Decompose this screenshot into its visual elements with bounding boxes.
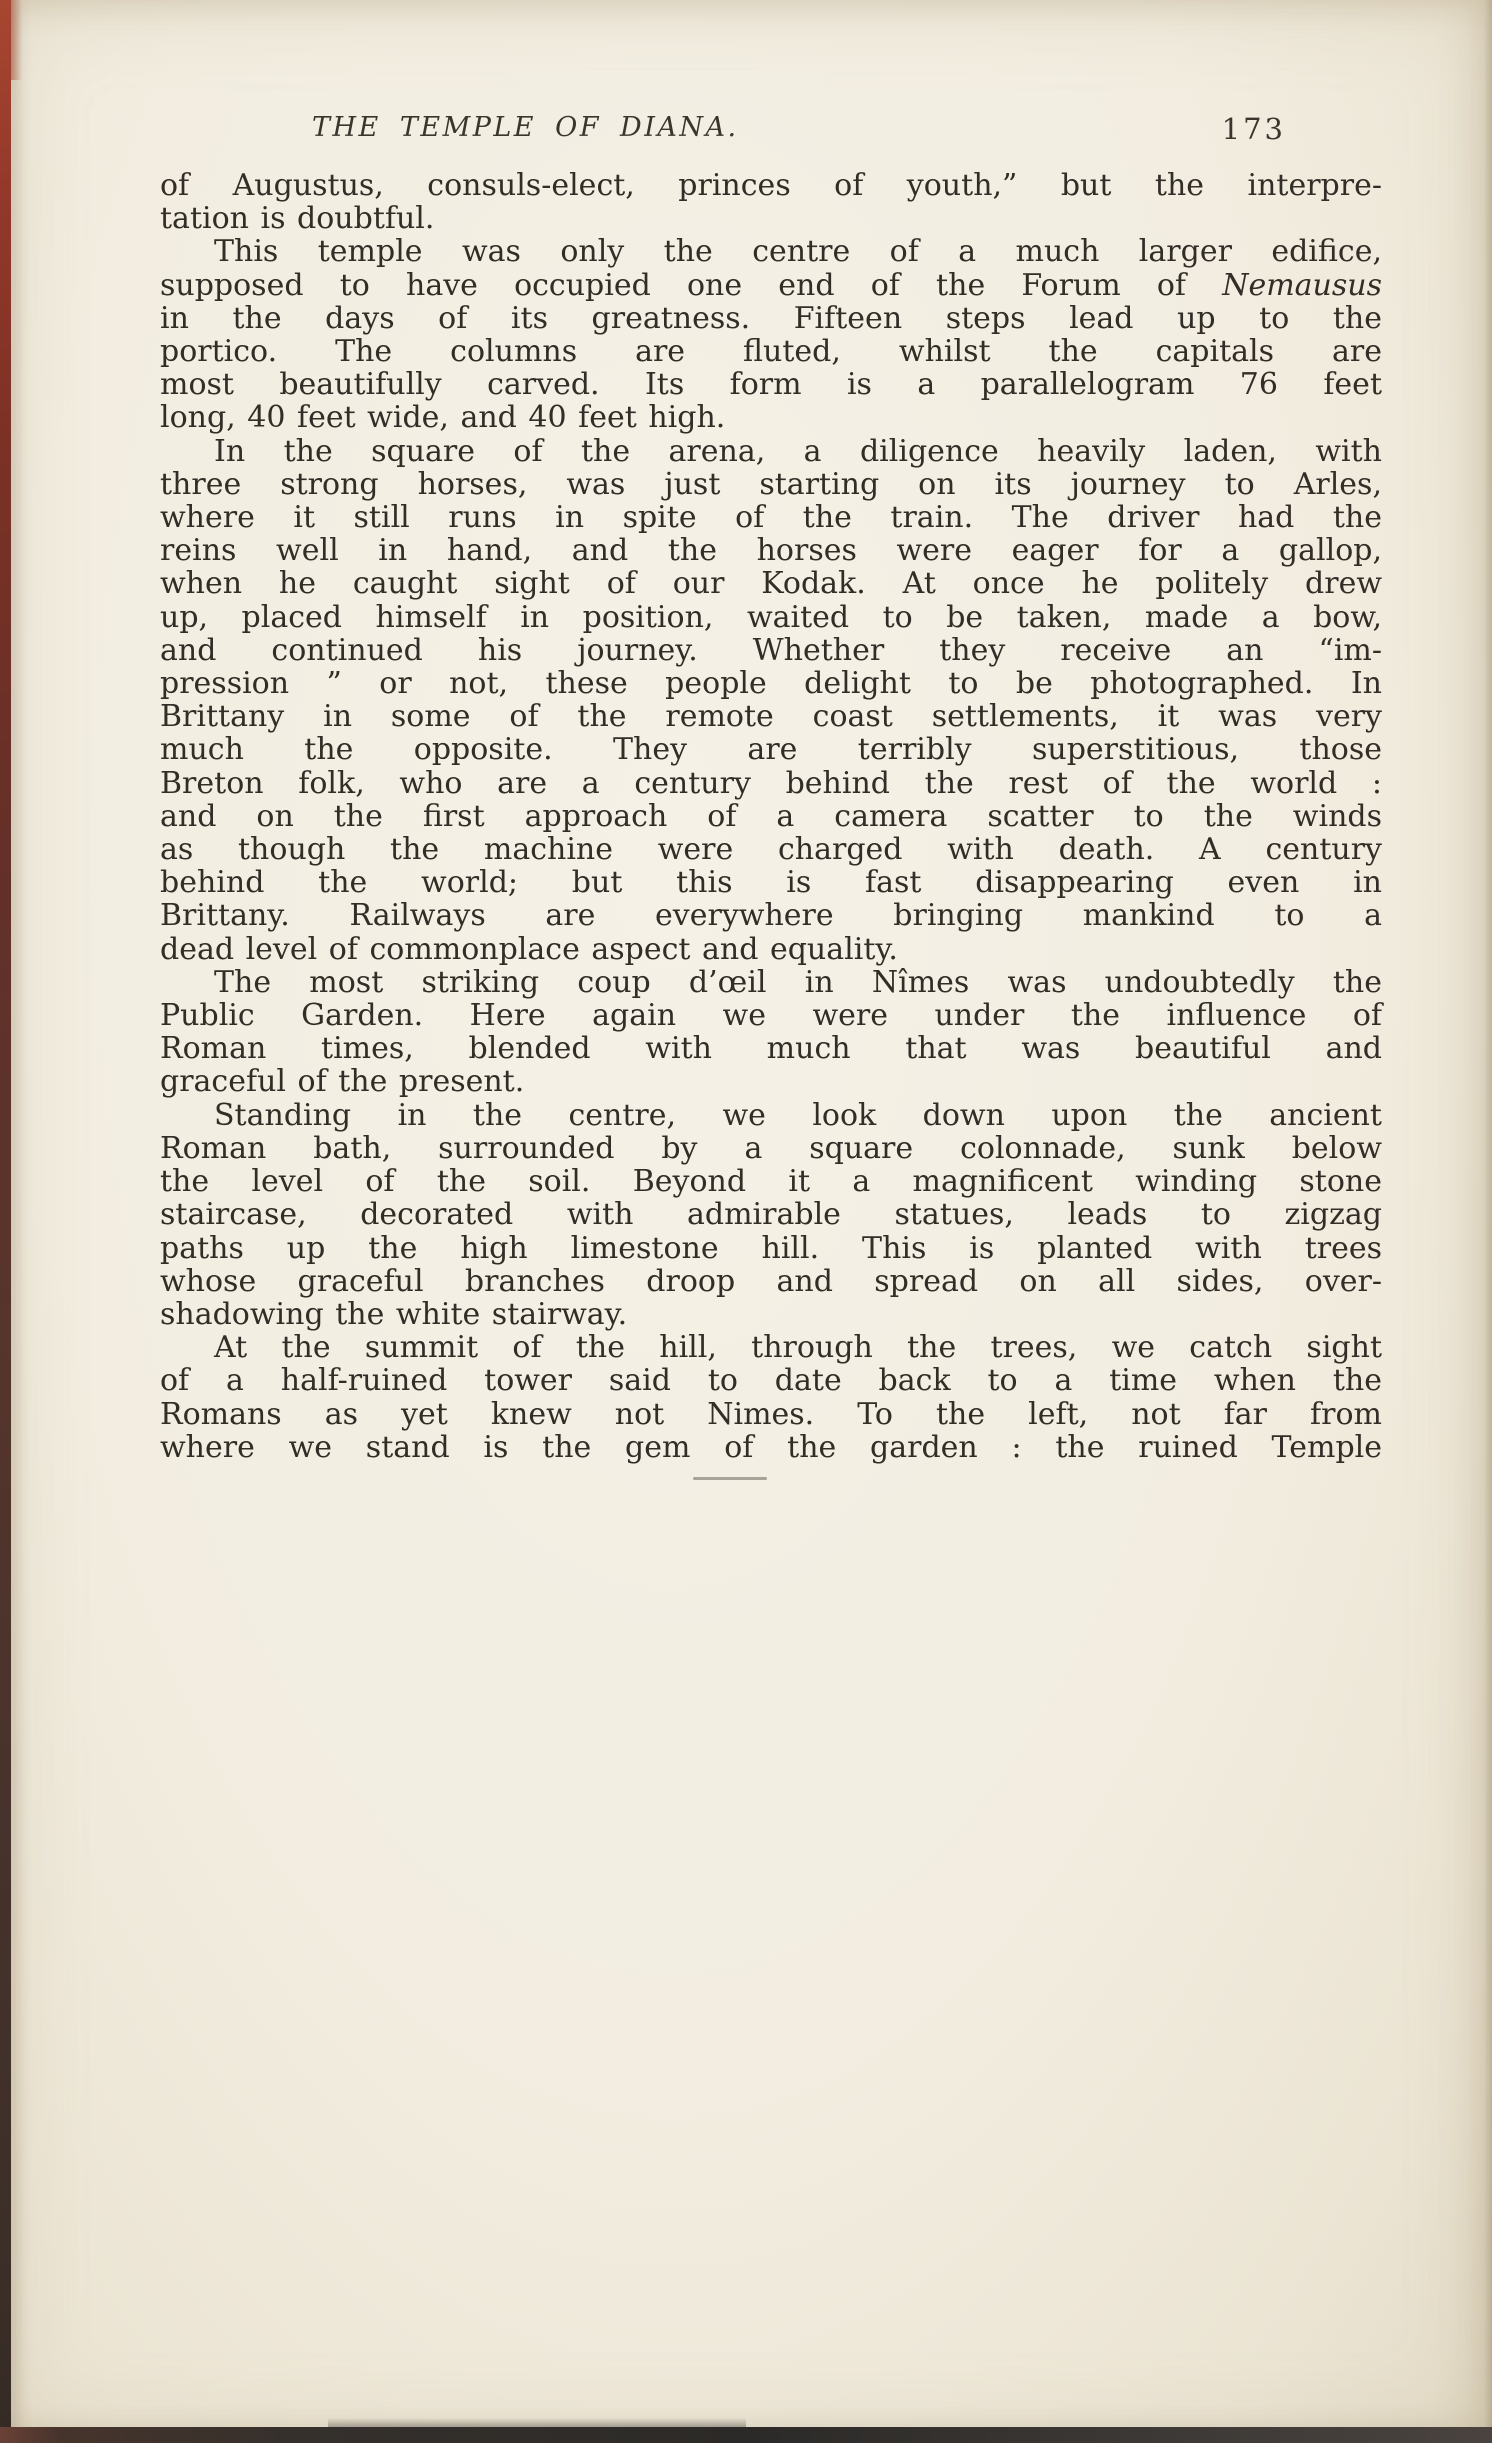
- text-segment: long, 40 feet wide, and 40 feet high.: [160, 400, 726, 436]
- text-segment: At the summit of the hill, through the trees, we catch sight: [214, 1330, 1382, 1366]
- text-segment: graceful of the present.: [160, 1064, 525, 1100]
- text-segment: Standing in the centre, we look down upon the ancient: [214, 1097, 1382, 1133]
- text-line: [160, 634, 1382, 667]
- text-line: [160, 933, 1382, 966]
- text-segment: behind the world; but this is fast disappearing even in: [160, 865, 1382, 901]
- text-segment: The most striking coup d’œil in Nîmes was undoubtedly the: [214, 964, 1382, 1000]
- text-line: [160, 866, 1382, 899]
- scan-edge-left: [0, 0, 11, 2443]
- text-line: [160, 1398, 1382, 1431]
- text-line: [160, 1165, 1382, 1198]
- text-line: [160, 899, 1382, 932]
- text-segment: Public Garden. Here again we were under the influence of: [160, 998, 1382, 1034]
- text-line: [160, 601, 1382, 634]
- text-segment: portico. The columns are fluted, whilst the capitals are: [160, 334, 1382, 370]
- text-segment: in the days of its greatness. Fifteen steps lead up to the: [160, 300, 1382, 336]
- scan-edge-right: [1484, 0, 1492, 2443]
- text-line: [160, 1132, 1382, 1165]
- text-segment: and continued his journey. Whether they receive an “im-: [160, 632, 1382, 668]
- text-segment: of a half-ruined tower said to date back to a time when the: [160, 1363, 1382, 1399]
- text-segment: pression ” or not, these people delight to be photographed. In: [160, 666, 1382, 702]
- text-segment: whose graceful branches droop and spread on all sides, over-: [160, 1263, 1382, 1299]
- text-segment: most beautifully carved. Its form is a parallelogram 76 feet: [160, 367, 1382, 403]
- text-line: [160, 966, 1382, 999]
- text-line: [160, 733, 1382, 766]
- text-line: [160, 1298, 1382, 1331]
- text-line: [160, 700, 1382, 733]
- scan-artifact-line: [693, 1477, 767, 1480]
- text-segment: up, placed himself in position, waited to be taken, made a bow,: [160, 599, 1382, 635]
- text-segment: the level of the soil. Beyond it a magnificent winding stone: [160, 1164, 1382, 1200]
- text-line: [160, 1065, 1382, 1098]
- text-line: [160, 202, 1382, 235]
- text-segment: and on the first approach of a camera scatter to the winds: [160, 798, 1382, 834]
- text-segment: Brittany. Railways are everywhere bringing mankind to a: [160, 898, 1382, 934]
- text-line: [160, 999, 1382, 1032]
- text-line: [160, 767, 1382, 800]
- text-segment: as though the machine were charged with death. A century: [160, 832, 1382, 868]
- text-line: [160, 1364, 1382, 1397]
- text-segment: Roman bath, surrounded by a square colonnade, sunk below: [160, 1130, 1382, 1166]
- text-line: [160, 401, 1382, 434]
- text-line: [160, 1232, 1382, 1265]
- text-line: [160, 1431, 1382, 1464]
- text-segment: In the square of the arena, a diligence heavily laden, with: [214, 433, 1382, 469]
- text-segment: Breton folk, who are a century behind the rest of the world :: [160, 765, 1382, 801]
- text-line: [160, 833, 1382, 866]
- scan-edge-bottom: [0, 2427, 1492, 2443]
- text-line: [160, 534, 1382, 567]
- text-line: [160, 335, 1382, 368]
- text-line: [160, 567, 1382, 600]
- text-line: [160, 169, 1382, 202]
- text-segment: shadowing the white stairway.: [160, 1296, 628, 1332]
- text-segment: three strong horses, was just starting on its journey to Arles,: [160, 466, 1382, 502]
- text-segment: Roman times, blended with much that was beautiful and: [160, 1031, 1382, 1067]
- page-header: [160, 112, 1382, 154]
- italic-text-segment: Nemausus: [1222, 267, 1382, 303]
- text-line: [160, 235, 1382, 268]
- text-segment: paths up the high limestone hill. This is planted with trees: [160, 1230, 1382, 1266]
- text-line: [160, 269, 1382, 302]
- page-text: [160, 169, 1382, 1464]
- text-segment: where we stand is the gem of the garden : the ruined Temple: [160, 1429, 1382, 1465]
- text-line: [160, 435, 1382, 468]
- text-segment: tation is doubtful.: [160, 201, 435, 237]
- text-line: [160, 1331, 1382, 1364]
- text-line: [160, 302, 1382, 335]
- text-line: [160, 667, 1382, 700]
- text-segment: reins well in hand, and the horses were eager for a gallop,: [160, 533, 1382, 569]
- page-number: 173: [1221, 112, 1286, 146]
- text-line: [160, 1099, 1382, 1132]
- text-segment: Romans as yet knew not Nimes. To the left, not far from: [160, 1396, 1382, 1432]
- text-segment: This temple was only the centre of a much larger edifice,: [214, 234, 1382, 270]
- text-segment: much the opposite. They are terribly superstitious, those: [160, 732, 1382, 768]
- text-segment: staircase, decorated with admirable statues, leads to zigzag: [160, 1197, 1382, 1233]
- text-segment: of Augustus, consuls-elect, princes of youth,” but the interpre-: [160, 168, 1382, 203]
- text-line: [160, 368, 1382, 401]
- text-line: [160, 800, 1382, 833]
- text-line: [160, 1198, 1382, 1231]
- text-line: [160, 1265, 1382, 1298]
- running-title: THE TEMPLE OF DIANA.: [312, 112, 739, 143]
- text-line: [160, 1032, 1382, 1065]
- text-segment: dead level of commonplace aspect and equality.: [160, 931, 898, 967]
- text-segment: Brittany in some of the remote coast settlements, it was very: [160, 699, 1382, 735]
- text-line: [160, 468, 1382, 501]
- text-segment: when he caught sight of our Kodak. At once he politely drew: [160, 566, 1382, 602]
- text-segment: where it still runs in spite of the train. The driver had the: [160, 500, 1382, 536]
- text-line: [160, 501, 1382, 534]
- text-segment: supposed to have occupied one end of the Forum of: [160, 267, 1223, 303]
